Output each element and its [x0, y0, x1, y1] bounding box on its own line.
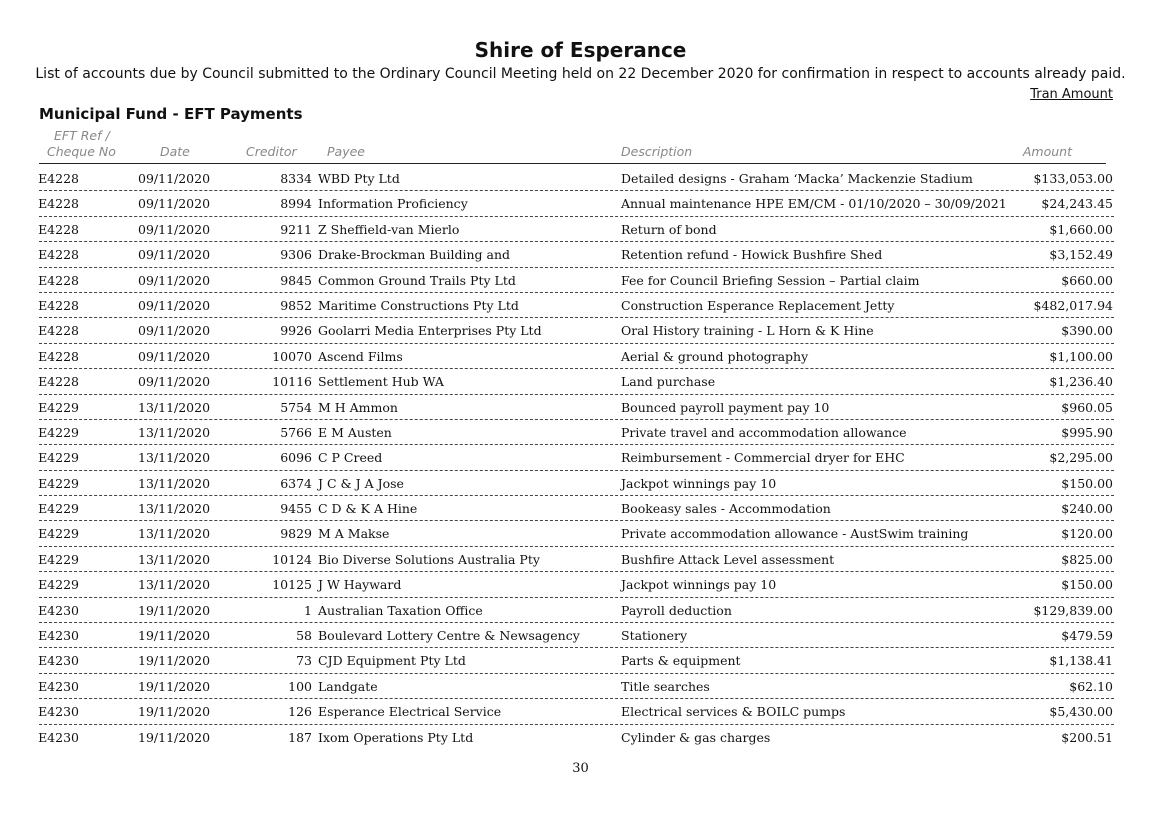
tran-amount-link[interactable]: Tran Amount — [1030, 87, 1113, 102]
cell-description: Construction Esperance Replacement Jetty — [621, 297, 895, 313]
cell-description: Bookeasy sales - Accommodation — [621, 501, 831, 517]
cell-amount: $2,295.00 — [1049, 450, 1113, 466]
cell-description: Payroll deduction — [621, 602, 732, 618]
cell-ref: E4228 — [38, 323, 79, 339]
col-header-description: Description — [621, 144, 693, 159]
cell-payee: Bio Diverse Solutions Australia Pty — [318, 551, 540, 567]
cell-creditor: 9211 — [280, 221, 312, 237]
cell-date: 19/11/2020 — [138, 653, 211, 669]
cell-ref: E4229 — [38, 424, 79, 440]
cell-description: Private travel and accommodation allowance — [621, 424, 907, 440]
cell-payee: Ascend Films — [318, 348, 403, 364]
cell-description: Cylinder & gas charges — [621, 729, 771, 745]
cell-creditor: 10116 — [272, 374, 312, 390]
cell-payee: J C & J A Jose — [318, 475, 404, 491]
cell-payee: E M Austen — [318, 424, 392, 440]
cell-amount: $200.51 — [1061, 729, 1113, 745]
cell-payee: CJD Equipment Pty Ltd — [318, 653, 466, 669]
cell-creditor: 126 — [288, 704, 312, 720]
cell-payee: Z Sheffield-van Mierlo — [318, 221, 460, 237]
cell-creditor: 8334 — [280, 171, 312, 186]
table-row — [0, 166, 1161, 191]
cell-amount: $3,152.49 — [1049, 247, 1113, 263]
cell-payee: Boulevard Lottery Centre & Newsagency — [318, 628, 580, 644]
cell-payee: Esperance Electrical Service — [318, 704, 502, 720]
cell-description: Land purchase — [621, 374, 716, 390]
cell-creditor: 5754 — [280, 399, 312, 415]
cell-creditor: 9926 — [280, 323, 312, 339]
cell-amount: $240.00 — [1061, 501, 1113, 517]
cell-creditor: 6374 — [280, 475, 312, 491]
cell-ref: E4228 — [38, 247, 79, 263]
table-row — [0, 572, 1161, 597]
cell-date: 09/11/2020 — [138, 272, 211, 288]
cell-date: 19/11/2020 — [138, 704, 211, 720]
col-header-payee: Payee — [327, 144, 365, 159]
page-title: Shire of Esperance — [474, 38, 687, 62]
cell-payee: Settlement Hub WA — [318, 374, 444, 390]
cell-description: Private accommodation allowance - AustSwim training — [621, 526, 969, 542]
cell-creditor: 6096 — [280, 450, 312, 466]
table-row — [0, 217, 1161, 242]
col-header-date: Date — [160, 144, 190, 159]
cell-ref: E4228 — [38, 221, 79, 237]
table-row — [0, 242, 1161, 267]
cell-creditor: 9852 — [280, 297, 312, 313]
table-row — [0, 521, 1161, 546]
cell-ref: E4229 — [38, 450, 79, 466]
table-row — [0, 471, 1161, 496]
cell-ref: E4229 — [38, 475, 79, 491]
table-row — [0, 318, 1161, 343]
cell-ref: E4228 — [38, 374, 79, 390]
cell-creditor: 10124 — [272, 551, 312, 567]
table-row — [0, 725, 1161, 750]
col-header-amount: Amount — [1022, 144, 1072, 159]
cell-ref: E4230 — [38, 653, 79, 669]
cell-date: 13/11/2020 — [138, 475, 211, 491]
cell-amount: $1,138.41 — [1049, 653, 1113, 669]
cell-date: 19/11/2020 — [138, 602, 211, 618]
cell-ref: E4230 — [38, 704, 79, 720]
cell-ref: E4229 — [38, 501, 79, 517]
cell-date: 09/11/2020 — [138, 247, 211, 263]
cell-date: 09/11/2020 — [138, 323, 211, 339]
cell-date: 09/11/2020 — [138, 171, 211, 186]
cell-amount: $1,660.00 — [1049, 221, 1113, 237]
cell-date: 13/11/2020 — [138, 551, 211, 567]
cell-creditor: 9455 — [280, 501, 312, 517]
table-row — [0, 547, 1161, 572]
cell-payee: C P Creed — [318, 450, 383, 466]
cell-payee: Goolarri Media Enterprises Pty Ltd — [318, 323, 542, 339]
cell-date: 09/11/2020 — [138, 374, 211, 390]
cell-creditor: 187 — [288, 729, 312, 745]
cell-description: Electrical services & BOILC pumps — [621, 704, 846, 720]
cell-payee: Landgate — [318, 678, 378, 694]
table-row — [0, 699, 1161, 724]
cell-amount: $660.00 — [1061, 272, 1113, 288]
cell-description: Title searches — [621, 678, 710, 694]
cell-date: 09/11/2020 — [138, 196, 211, 212]
cell-payee: Information Proficiency — [318, 196, 468, 212]
table-row — [0, 293, 1161, 318]
cell-date: 09/11/2020 — [138, 348, 211, 364]
cell-amount: $150.00 — [1061, 475, 1113, 491]
cell-creditor: 58 — [296, 628, 312, 644]
table-row — [0, 369, 1161, 394]
table-row — [0, 623, 1161, 648]
cell-amount: $1,100.00 — [1049, 348, 1113, 364]
cell-date: 13/11/2020 — [138, 399, 211, 415]
cell-date: 09/11/2020 — [138, 221, 211, 237]
cell-amount: $62.10 — [1069, 678, 1113, 694]
table-row — [0, 395, 1161, 420]
cell-creditor: 9306 — [280, 247, 312, 263]
cell-date: 19/11/2020 — [138, 678, 211, 694]
cell-payee: Ixom Operations Pty Ltd — [318, 729, 474, 745]
cell-creditor: 5766 — [280, 424, 312, 440]
page-number: 30 — [572, 761, 589, 776]
cell-description: Stationery — [621, 628, 688, 644]
cell-ref: E4229 — [38, 526, 79, 542]
table-row — [0, 496, 1161, 521]
table-row — [0, 674, 1161, 699]
cell-date: 13/11/2020 — [138, 424, 211, 440]
cell-description: Oral History training - L Horn & K Hine — [621, 323, 874, 339]
cell-creditor: 10125 — [272, 577, 312, 593]
cell-creditor: 8994 — [280, 196, 312, 212]
cell-creditor: 9829 — [280, 526, 312, 542]
cell-ref: E4230 — [38, 602, 79, 618]
cell-creditor: 10070 — [272, 348, 312, 364]
cell-amount: $960.05 — [1061, 399, 1113, 415]
cell-ref: E4229 — [38, 577, 79, 593]
cell-date: 19/11/2020 — [138, 628, 211, 644]
cell-amount: $995.90 — [1061, 424, 1113, 440]
table-row — [0, 598, 1161, 623]
table-row — [0, 344, 1161, 369]
table-row — [0, 648, 1161, 673]
cell-amount: $133,053.00 — [1033, 171, 1113, 186]
cell-description: Detailed designs - Graham ‘Macka’ Mackenzie Stadium — [621, 171, 973, 186]
cell-ref: E4230 — [38, 729, 79, 745]
cell-description: Jackpot winnings pay 10 — [621, 577, 777, 593]
cell-payee: Maritime Constructions Pty Ltd — [318, 297, 519, 313]
cell-ref: E4228 — [38, 272, 79, 288]
cell-amount: $120.00 — [1061, 526, 1113, 542]
cell-payee: Australian Taxation Office — [318, 602, 483, 618]
cell-amount: $390.00 — [1061, 323, 1113, 339]
cell-ref: E4228 — [38, 196, 79, 212]
cell-ref: E4228 — [38, 171, 79, 186]
cell-ref: E4230 — [38, 628, 79, 644]
cell-date: 13/11/2020 — [138, 577, 211, 593]
col-header-ref-line1: EFT Ref / — [54, 128, 110, 143]
cell-description: Retention refund - Howick Bushfire Shed — [621, 247, 883, 263]
table-row — [0, 268, 1161, 293]
cell-ref: E4228 — [38, 297, 79, 313]
cell-ref: E4229 — [38, 551, 79, 567]
cell-ref: E4228 — [38, 348, 79, 364]
cell-description: Bounced payroll payment pay 10 — [621, 399, 830, 415]
table-row — [0, 445, 1161, 470]
cell-payee: C D & K A Hine — [318, 501, 418, 517]
cell-payee: J W Hayward — [318, 577, 402, 593]
header-rule — [39, 163, 1106, 164]
cell-amount: $825.00 — [1061, 551, 1113, 567]
cell-amount: $479.59 — [1061, 628, 1113, 644]
section-heading: Municipal Fund - EFT Payments — [39, 105, 303, 123]
cell-description: Aerial & ground photography — [621, 348, 809, 364]
col-header-creditor: Creditor — [246, 144, 297, 159]
col-header-ref-line2: Cheque No — [47, 144, 116, 159]
cell-description: Bushfire Attack Level assessment — [621, 551, 835, 567]
cell-date: 13/11/2020 — [138, 501, 211, 517]
cell-description: Reimbursement - Commercial dryer for EHC — [621, 450, 905, 466]
cell-ref: E4229 — [38, 399, 79, 415]
cell-amount: $24,243.45 — [1041, 196, 1113, 212]
cell-payee: M H Ammon — [318, 399, 398, 415]
cell-payee: Drake-Brockman Building and — [318, 247, 510, 263]
table-row — [0, 420, 1161, 445]
cell-creditor: 100 — [288, 678, 312, 694]
cell-description: Annual maintenance HPE EM/CM - 01/10/2020 – 30/09/2021 — [621, 196, 1007, 212]
table-row — [0, 191, 1161, 216]
cell-amount: $1,236.40 — [1049, 374, 1113, 390]
cell-creditor: 73 — [296, 653, 312, 669]
cell-description: Fee for Council Briefing Session – Partial claim — [621, 272, 920, 288]
page-subtitle: List of accounts due by Council submitted to the Ordinary Council Meeting held on 22 December 2020 for confirmation in respect to accounts already paid. — [35, 66, 1126, 82]
cell-date: 09/11/2020 — [138, 297, 211, 313]
cell-description: Return of bond — [621, 221, 717, 237]
cell-creditor: 9845 — [280, 272, 312, 288]
cell-payee: Common Ground Trails Pty Ltd — [318, 272, 516, 288]
cell-ref: E4230 — [38, 678, 79, 694]
cell-date: 19/11/2020 — [138, 729, 211, 745]
cell-payee: M A Makse — [318, 526, 390, 542]
cell-amount: $482,017.94 — [1033, 297, 1113, 313]
cell-description: Parts & equipment — [621, 653, 741, 669]
cell-amount: $129,839.00 — [1033, 602, 1113, 618]
cell-creditor: 1 — [304, 602, 312, 618]
cell-amount: $5,430.00 — [1049, 704, 1113, 720]
cell-date: 13/11/2020 — [138, 526, 211, 542]
payments-table — [0, 166, 1161, 750]
cell-amount: $150.00 — [1061, 577, 1113, 593]
cell-description: Jackpot winnings pay 10 — [621, 475, 777, 491]
cell-date: 13/11/2020 — [138, 450, 211, 466]
cell-payee: WBD Pty Ltd — [318, 171, 400, 186]
